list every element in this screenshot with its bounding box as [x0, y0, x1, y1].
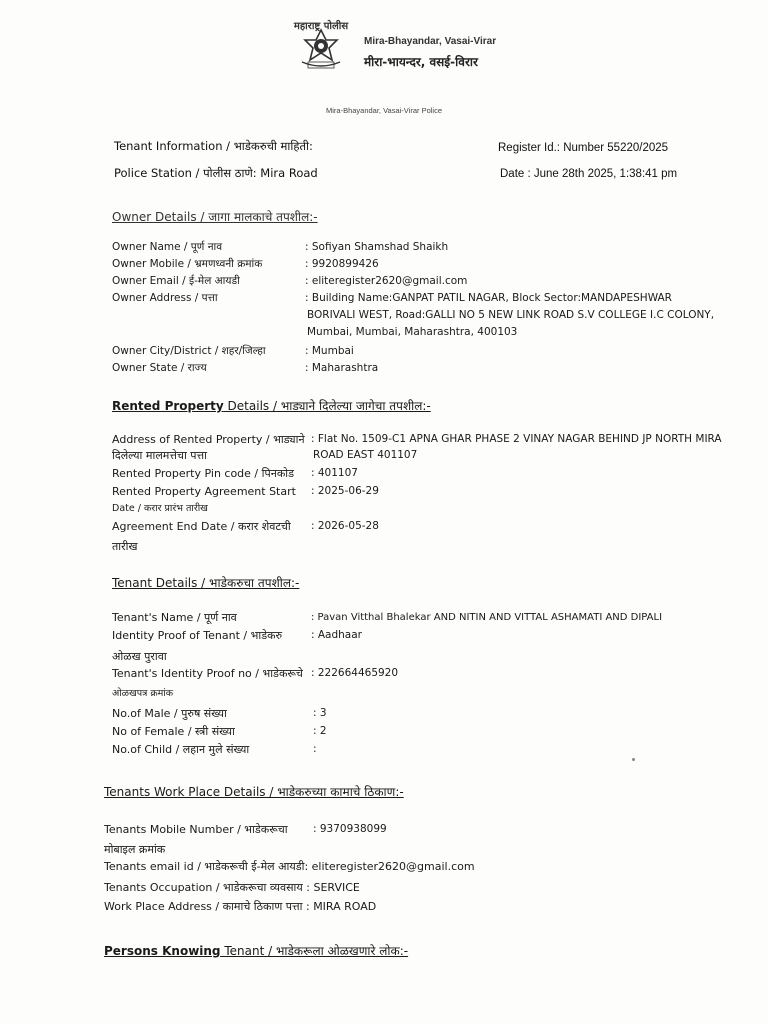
owner-address-label: Owner Address / पत्ता [112, 292, 218, 304]
identity-proof-label-1: Identity Proof of Tenant / भाडेकरु [112, 629, 283, 642]
tenant-mobile-label-2: मोबाइल क्रमांक [104, 843, 166, 856]
document-date: Date : June 28th 2025, 1:38:41 pm [500, 168, 678, 180]
identity-no-label-2: ओळखपत्र क्रमांक [112, 688, 174, 699]
female-count-value: : 2 [313, 725, 327, 737]
owner-address-line-1: : Building Name:GANPAT PATIL NAGAR, Block Sector:MANDAPESHWAR [305, 292, 672, 304]
work-place-heading: Tenants Work Place Details / भाडेकरुच्या कामाचे ठिकाण:- [104, 785, 404, 799]
identity-no-value: : 222664465920 [311, 667, 399, 679]
rented-property-heading [112, 397, 431, 414]
rented-address-value-2: ROAD EAST 401107 [313, 449, 418, 461]
owner-email-value: : eliteregister2620@gmail.com [305, 275, 468, 287]
owner-email-label: Owner Email / ई-मेल आयडी [112, 275, 240, 287]
owner-address-line-2: BORIVALI WEST, Road:GALLI NO 5 NEW LINK ROAD S.V COLLEGE I.C COLONY, [307, 309, 715, 321]
agreement-end-label-1: Agreement End Date / करार शेवटची [112, 520, 291, 533]
identity-no-label-1: Tenant's Identity Proof no / भाडेकरूचे [112, 667, 303, 680]
persons-heading-bold: Persons Knowing [104, 944, 221, 958]
agreement-start-label-2: Date / करार प्रारंभ तारीख [112, 503, 208, 514]
tenant-email-line: Tenants email id / भाडेकरूची ई-मेल आयडी: eliteregister2620@gmail.com [104, 860, 475, 873]
rented-pin-label: Rented Property Pin code / पिनकोड [112, 467, 295, 480]
owner-state-value: : Maharashtra [305, 362, 379, 374]
persons-knowing-heading [104, 942, 408, 959]
tenant-name-label: Tenant's Name / पूर्ण नाव [112, 611, 237, 624]
rented-heading-bold: Rented Property [112, 399, 224, 413]
rented-heading-rest: Details / भाड्याने दिलेल्या जागेचा तपशील:- [223, 399, 431, 413]
owner-address-line-3: Mumbai, Mumbai, Maharashtra, 400103 [307, 326, 518, 338]
owner-name-label: Owner Name / पूर्ण नाव [112, 241, 223, 253]
police-name: Mira-Bhayandar, Vasai-Virar Police [325, 106, 443, 115]
seal-text: महाराष्ट्र पोलीस [293, 21, 349, 32]
tenant-mobile-value: : 9370938099 [313, 823, 387, 835]
rented-pin-value: : 401107 [311, 467, 358, 479]
female-count-label: No of Female / स्त्री संख्या [112, 725, 235, 738]
city-name-en: Mira-Bhayandar, Vasai-Virar [364, 36, 497, 47]
owner-state-label: Owner State / राज्य [112, 362, 207, 374]
work-address-line: Work Place Address / कामाचे ठिकाण पत्ता : MIRA ROAD [104, 900, 377, 913]
identity-proof-value: : Aadhaar [311, 629, 362, 641]
tenant-occupation-line: Tenants Occupation / भाडेकरूचा व्यवसाय : SERVICE [104, 881, 360, 894]
owner-name-value: : Sofiyan Shamshad Shaikh [305, 241, 449, 253]
owner-details-heading: Owner Details / जागा मालकाचे तपशील:- [112, 210, 318, 224]
police-station: Police Station / पोलीस ठाणे: Mira Road [114, 166, 318, 180]
owner-city-value: : Mumbai [305, 345, 354, 357]
tenant-info-label: Tenant Information / भाडेकरुची माहिती: [114, 139, 313, 153]
male-count-value: : 3 [313, 707, 327, 719]
agreement-end-value: : 2026-05-28 [311, 520, 379, 532]
child-count-value: : [313, 743, 317, 755]
persons-heading-rest: Tenant / भाडेकरूला ओळखणारे लोक:- [220, 944, 409, 958]
child-count-label: No.of Child / लहान मुले संख्या [112, 743, 250, 756]
police-seal-icon [290, 18, 352, 74]
agreement-start-label-1: Rented Property Agreement Start [112, 485, 296, 498]
agreement-end-label-2: तारीख [112, 540, 138, 553]
city-name-mr: मीरा-भायन्दर, वसई-विरार [364, 55, 478, 69]
rented-address-label-1: Address of Rented Property / भाड्याने [112, 433, 305, 446]
speck [632, 758, 635, 761]
identity-proof-label-2: ओळख पुरावा [112, 650, 167, 663]
owner-mobile-value: : 9920899426 [305, 258, 379, 270]
tenant-details-heading: Tenant Details / भाडेकरुचा तपशील:- [112, 576, 300, 590]
owner-city-label: Owner City/District / शहर/जिल्हा [112, 345, 266, 357]
owner-mobile-label: Owner Mobile / भ्रमणध्वनी क्रमांक [112, 258, 263, 270]
tenant-name-value: : Pavan Vitthal Bhalekar AND NITIN AND VITTAL ASHAMATI AND DIPALI [311, 612, 663, 623]
tenant-mobile-label-1: Tenants Mobile Number / भाडेकरूचा [104, 823, 288, 836]
rented-address-value-1: : Flat No. 1509-C1 APNA GHAR PHASE 2 VINAY NAGAR BEHIND JP NORTH MIRA [311, 433, 722, 445]
agreement-start-value: : 2025-06-29 [311, 485, 379, 497]
register-id: Register Id.: Number 55220/2025 [498, 142, 669, 154]
rented-address-label-2: दिलेल्या मालमत्तेचा पत्ता [112, 449, 207, 462]
male-count-label: No.of Male / पुरुष संख्या [112, 707, 227, 720]
